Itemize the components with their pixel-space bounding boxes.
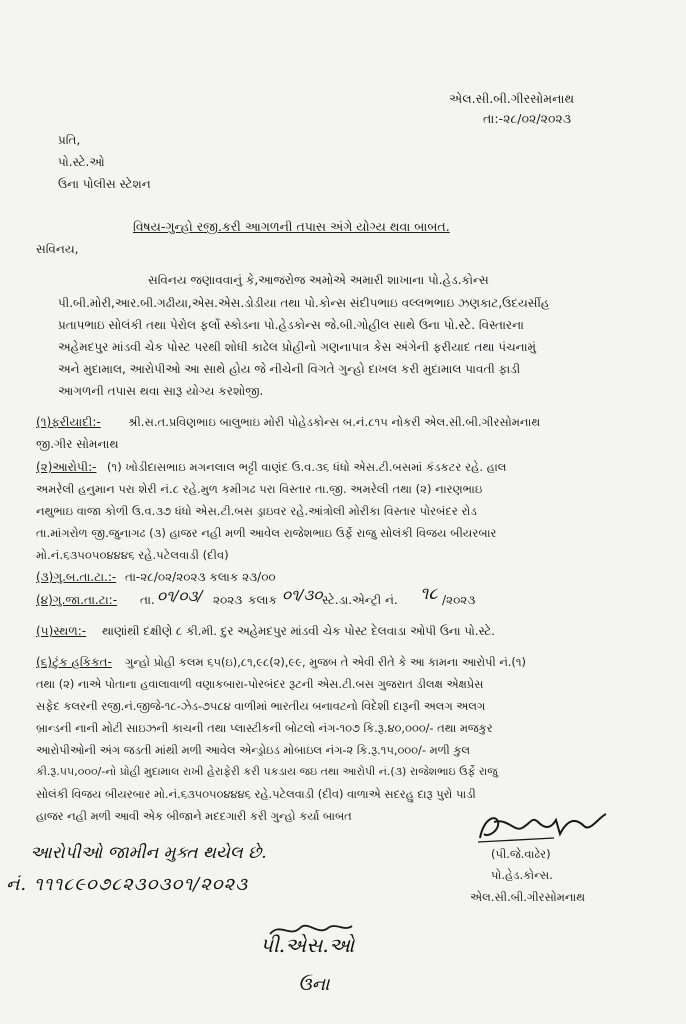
- recipient-prefix: પ્રતિ,: [58, 133, 81, 147]
- body-line: પી.બી.મોરી,આર.બી.ગઢીયા,એસ.એસ.ડોડીયા તથા પો.કોન્સ સંદીપભાઇ વલ્લભભાઇ ઝણકાટ,ઉદયસીંહ: [58, 296, 550, 310]
- salutation: સવિનય,: [36, 242, 79, 256]
- accused-line: મો.નં.૬૩૫૦૫૦૪૪૪૬ રહે.પટેલવાડી (દીવ): [36, 548, 229, 562]
- reg-time-entry-suffix: /૨૦૨૩: [442, 593, 476, 607]
- header-office: એલ.સી.બી.ગીરસોમનાથ: [449, 91, 575, 106]
- reg-time-hand-date: ૦૧/૦૩/: [157, 587, 203, 605]
- station-mark-line2: ઉના: [298, 974, 330, 995]
- station-mark-line1: પી.એસ.ઓ: [260, 933, 355, 957]
- facts-line: બ્રાન્ડની નાની મોટી સાઇઝની કાચની તથા પ્લાસ્ટીકની બોટલો નંગ-૧૦૭ કિ.રૂ.૪૦,૦૦૦/- તથા મજકુર: [36, 721, 493, 735]
- body-line: પ્રતાપભાઇ સોલંકી તથા પેરોલ ફર્લો સ્કોડના પો.હેડકોન્સ જે.બી.ગોહીલ સાથે ઉના પો.સ્ટે. વિસ્તારના: [58, 318, 524, 332]
- facts-line: સોલંકી વિજય બીયરબાર મો.નં.૬૩૫૦૫૦૪૪૪૬ રહે.પટેલવાડી (દીવ) વાળાએ સદરહુ દારૂ પુરો પાડી: [36, 787, 476, 801]
- accused-line: અમરેલી હનુમાન પરા શેરી નં.૮ રહે.મુળ કમીગઢ પરા વિસ્તાર તા.જી. અમરેલી તથા (૨) નારણભાઇ: [36, 482, 483, 496]
- complainant-line2: જી.ગીર સોમનાથ: [36, 437, 119, 451]
- facts-label: (૬)ટુંક હકિકત-: [36, 655, 112, 669]
- facts-line: કી.રૂ.૫૫,૦૦૦/-નો પ્રોહી મુદામાલ રાખી હેરાફેરી કરી પકડાય જઇ તથા આરોપી નં.(૩) રાજેશભાઇ ઉર્ફે રાજુ: [36, 765, 498, 778]
- reg-time-year: ૨૦૨૩: [213, 593, 243, 607]
- facts-line: હાજર નહી મળી આવી એક બીજાને મદદગારી કરી ગુન્હો કર્યા બાબત: [36, 809, 352, 823]
- complainant-line1: શ્રી.સ.ત.પ્રવિણભાઇ બાલુભાઇ મોરી પોહેડકોન્સ બ.નં.૮૧૫ નોકરી એલ.સી.બી.ગીરસોમનાથ: [128, 415, 541, 429]
- body-line: સવિનય જણાવવાનું કે,આજરોજ અમોએ અમારી શાખાના પો.હેડ.કોન્સ: [148, 273, 489, 287]
- reg-time-entry-label: સ્ટે.ડા.એન્ટ્રી નં.: [322, 593, 398, 607]
- place-value: થાણાંથી દક્ષીણે ૮ કી.મી. દુર અહેમદપુર માંડવી ચેક પોસ્ટ દેલવાડા ઓપી ઉના પો.સ્ટે.: [102, 624, 496, 638]
- reg-time-prefix: તા.: [140, 593, 155, 607]
- recipient-line1: પો.સ્ટે.ઓ: [58, 155, 105, 169]
- body-line: અને મુદામાલ, આરોપીઓ આ સાથે હોય જે નીચેની વિગતે ગુન્હો દાખલ કરી મુદામાલ પાવતી ફાડી: [58, 362, 521, 376]
- accused-line: (૧) ખોડીદાસભાઇ મગનલાલ ભટ્ટી વાણંદ ઉ.વ.૩૬ ધંધો એસ.ટી.બસમાં કંડકટર રહે. હાલ: [107, 460, 507, 474]
- signature-name: (પી.જે.વાઢેર): [491, 847, 551, 861]
- accused-label: (૨)આરોપી:-: [36, 460, 97, 474]
- header-date: તા:-૨૮/૦૨/૨૦૨૩: [483, 111, 572, 126]
- complainant-label: (૧)ફરીયાદી:-: [36, 415, 101, 429]
- body-line: આગળની તપાસ થવા સારૂ યોગ્ય કરશોજી.: [58, 384, 264, 398]
- subject-line: વિષય-ગુન્હો રજી.કરી આગળની તપાસ અંગે યોગ્ય થવા બાબત.: [133, 219, 450, 234]
- handwritten-bail-note: આરોપીઓ જામીન મુક્ત થયેલ છે.: [30, 843, 267, 863]
- signature-rank: પો.હેડ.કોન્સ.: [491, 868, 553, 882]
- body-line: અહેમદપુર માંડવી ચેક પોસ્ટ પરથી શોધી કાઢેલ પ્રોહીનો ગણનાપાત્ર કેસ અંગેની ફરીયાદ તથા પંચનામું: [58, 340, 537, 354]
- accused-line: તા.માંગરોળ જી.જુનાગઢ (૩) હાજર નહી મળી આવેલ રાજેશભાઇ ઉર્ફે રાજુ સોલંકી વિજય બીયરબાર: [36, 526, 497, 540]
- offence-time-value: તા-૨૮/૦૨/૨૦૨૩ કલાક ૨૩/૦૦: [125, 570, 276, 584]
- officer-signature: [474, 808, 614, 848]
- place-label: (૫)સ્થળ:-: [36, 624, 87, 638]
- accused-line: નથુભાઇ વાજા કોળી ઉ.વ.૩૭ ધંધો એસ.ટી.બસ ડ્રાઇવર રહે.આંત્રોલી મોરીકા વિસ્તાર પોરબંદર રોડ: [36, 504, 477, 518]
- offence-time-label: (૩)ગુ.બ.તા.ટા.:-: [36, 570, 117, 584]
- facts-line: સફેદ કલરની રજી.નં.જીજે-૧૮-ઝેડ-૭૫૮૪ વાળીમાં ભારતીય બનાવટનો વિદેશી દારૂની અલગ અલગ: [36, 699, 486, 713]
- reg-time-hand-entry: ૧૮: [420, 584, 438, 604]
- reg-time-hour-label: કલાક: [248, 593, 277, 607]
- signature-office: એલ.સી.બી.ગીરસોમનાથ: [470, 890, 586, 904]
- reg-time-hand-hour: ૦૧/૩૦: [282, 586, 323, 604]
- handwritten-case-number: નં. ૧૧૧૮૯૦૭૮૨૩૦૩૦૧/૨૦૨૩: [6, 874, 249, 895]
- facts-line: તથા (૨) નાએ પોતાના હવાલાવાળી વણાકબારા-પોરબંદર રૂટની એસ.ટી.બસ ગુજરાત ડીલક્ષ એક્ષપ્રેસ: [36, 677, 484, 691]
- facts-line: આરોપીઓની અંગ જડતી માંથી મળી આવેલ એન્ડ્રોઇડ મોબાઇલ નંગ-૨ કિ.રૂ.૧૫,૦૦૦/- મળી કુલ: [36, 743, 471, 757]
- facts-line: ગુન્હો પ્રોહી કલમ ૬૫(ઇ),૮૧,૯૮(૨),૯૯, મુજબ તે એવી રીતે કે આ કામના આરોપી નં.(૧): [125, 655, 526, 669]
- recipient-line2: ઉના પોલીસ સ્ટેશન: [58, 177, 151, 191]
- reg-time-label: (૪)ગુ.જા.તા.ટા:-: [36, 593, 118, 607]
